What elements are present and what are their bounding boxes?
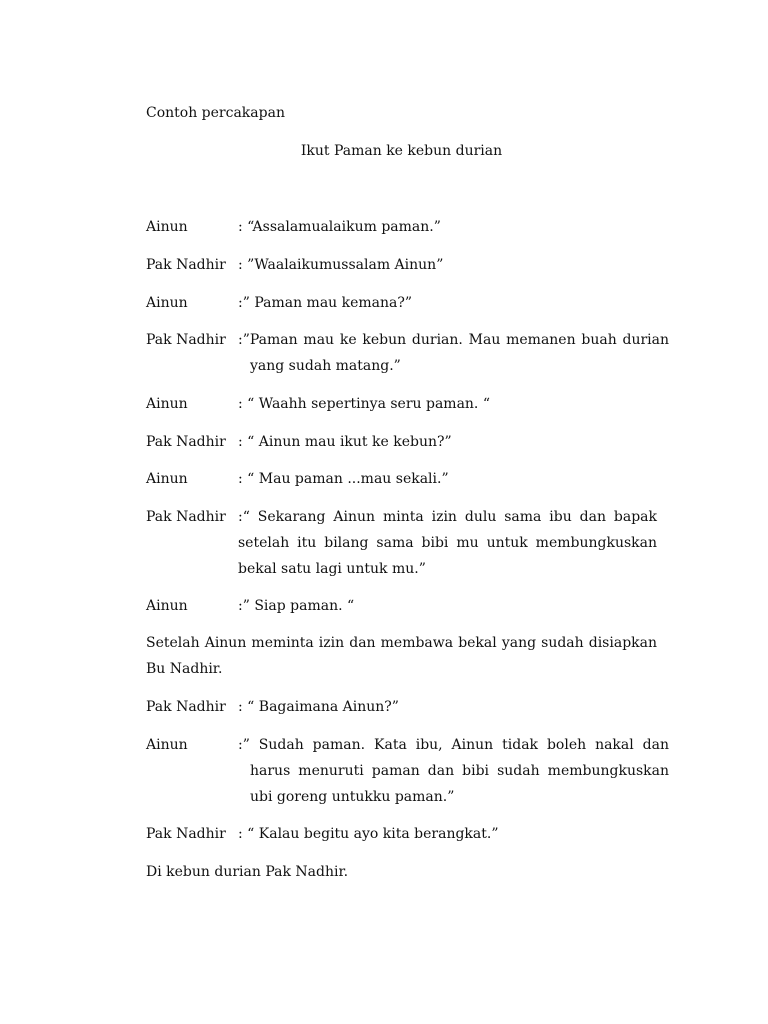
speaker-name: Pak Nadhir — [146, 434, 226, 450]
narration-paragraph: Setelah Ainun meminta izin dan membawa bekal yang sudah disiapkan Bu Nadhir. — [146, 635, 657, 677]
utterance-text: : “ Bagaimana Ainun?” — [238, 699, 399, 715]
utterance-text: : “ Ainun mau ikut ke kebun?” — [238, 434, 452, 450]
utterance-text: : “ Kalau begitu ayo kita berangkat.” — [238, 826, 499, 842]
utterance-text: :” Sudah paman. Kata ibu, Ainun tidak boleh nakal dan harus menuruti paman dan bibi sudah membungkuskan ubi goreng untukku paman.” — [238, 737, 669, 805]
speaker-name: Pak Nadhir — [146, 826, 226, 842]
speaker-name: Pak Nadhir — [146, 699, 226, 715]
document-title — [146, 141, 657, 161]
title-text: Ikut Paman ke kebun durian — [300, 143, 503, 159]
speaker-name: Ainun — [146, 598, 188, 614]
utterance-text: :“ Sekarang Ainun minta izin dulu sama ibu dan bapak setelah itu bilang sama bibi mu untuk membungkuskan bekal satu lagi untuk mu.” — [238, 509, 657, 577]
speaker-name: Pak Nadhir — [146, 509, 226, 525]
utterance-text: :” Siap paman. “ — [238, 598, 355, 614]
speaker-name: Pak Nadhir — [146, 332, 226, 348]
speaker-name: Ainun — [146, 219, 188, 235]
speaker-name: Ainun — [146, 737, 188, 753]
speaker-name: Ainun — [146, 471, 188, 487]
speaker-name: Ainun — [146, 295, 188, 311]
utterance-text: :”Paman mau ke kebun durian. Mau memanen buah durian yang sudah matang.” — [238, 332, 669, 374]
document-heading: Contoh percakapan — [146, 105, 285, 121]
utterance-text: : ”Waalaikumussalam Ainun” — [238, 257, 444, 273]
utterance-text: : “ Mau paman ...mau sekali.” — [238, 471, 449, 487]
speaker-name: Ainun — [146, 396, 188, 412]
speaker-name: Pak Nadhir — [146, 257, 226, 273]
utterance-text: : “Assalamualaikum paman.” — [238, 219, 441, 235]
utterance-text: : “ Waahh sepertinya seru paman. “ — [238, 396, 490, 412]
utterance-text: :” Paman mau kemana?” — [238, 295, 413, 311]
narration-paragraph: Di kebun durian Pak Nadhir. — [146, 864, 349, 880]
